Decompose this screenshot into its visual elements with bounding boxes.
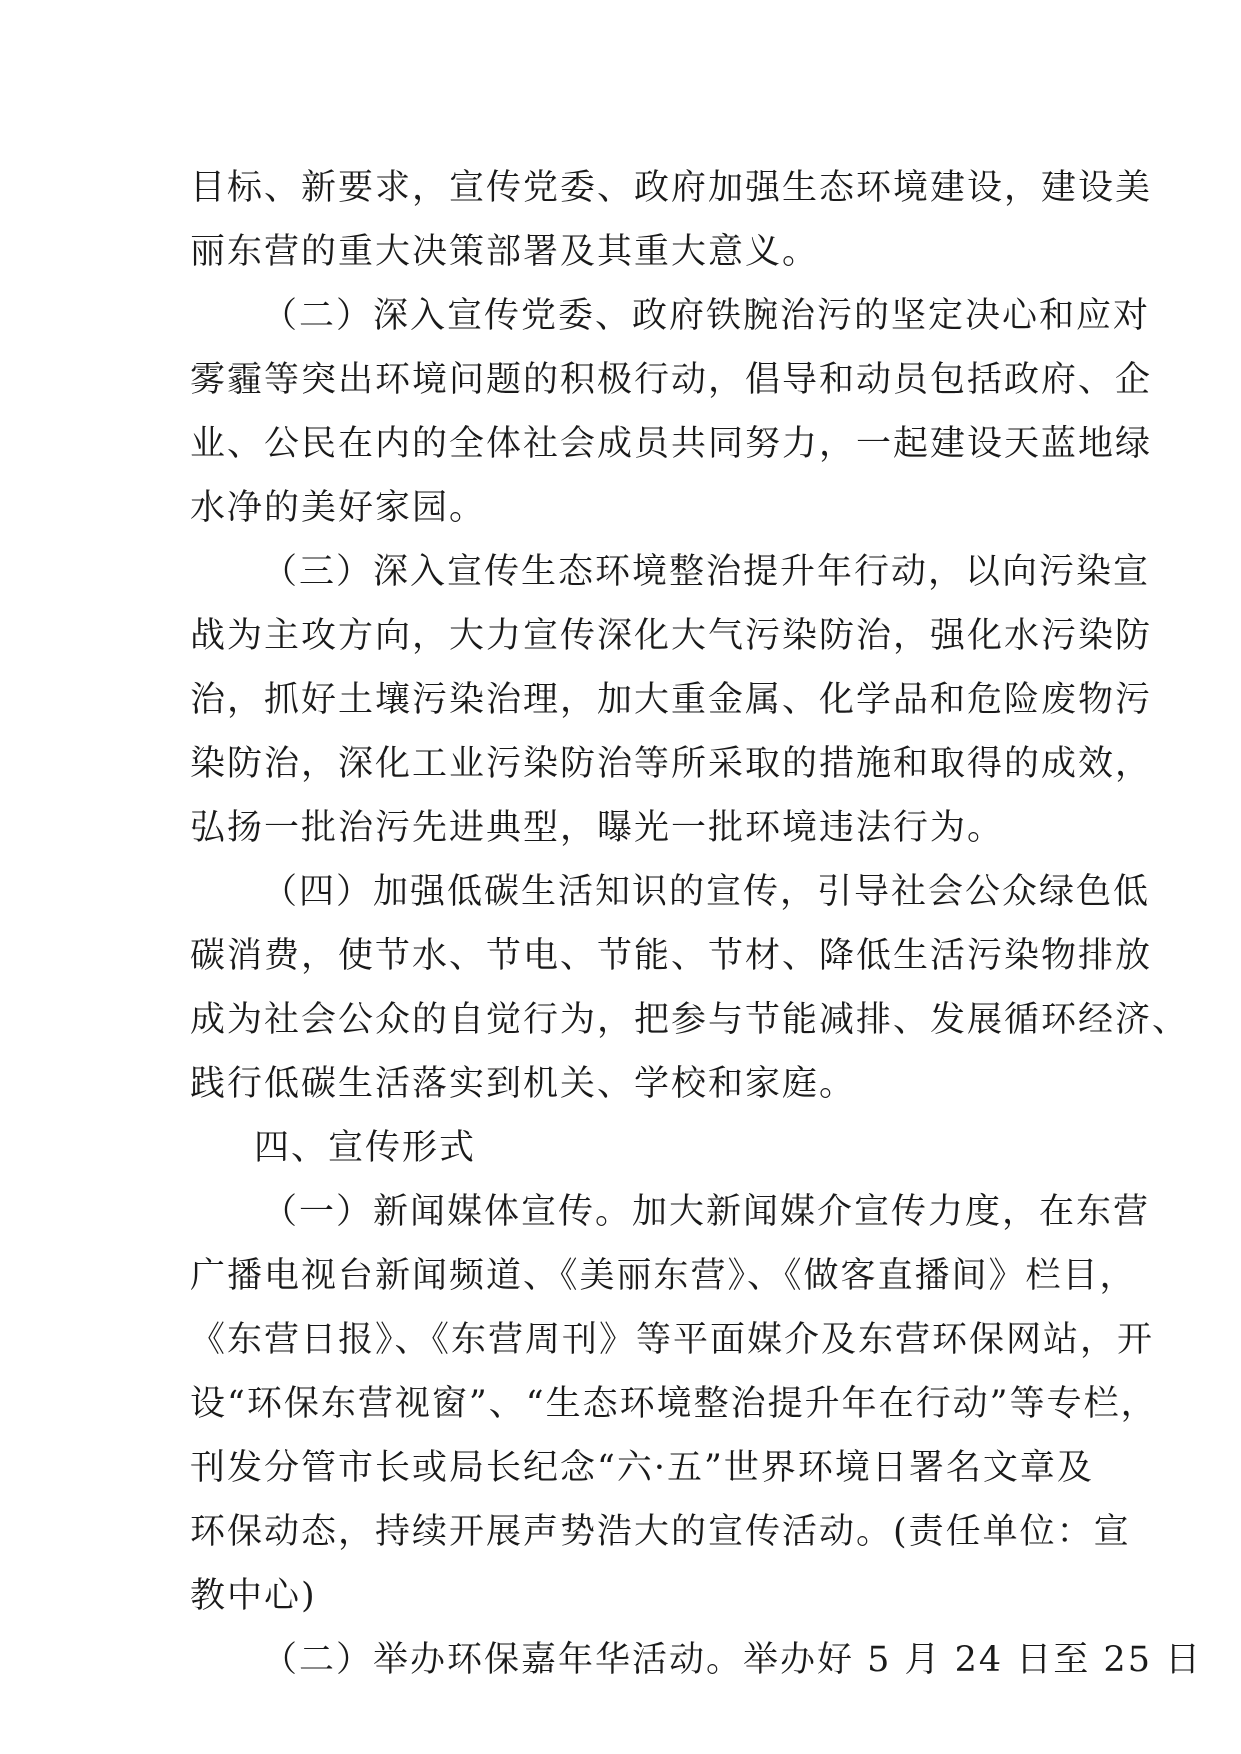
text-line-21: 刊发分管市长或局长纪念“六·五”世界环境日署名文章及 xyxy=(190,1448,1094,1488)
text-line-22: 环保动态，持续开展声势浩大的宣传活动。(责任单位：宣 xyxy=(190,1512,1131,1552)
text-line-12: （四）加强低碳生活知识的宣传，引导社会公众绿色低 xyxy=(262,872,1151,912)
document-body xyxy=(190,156,1203,1692)
text-line-23: 教中心) xyxy=(190,1576,317,1616)
text-line-4: 雾霾等突出环境问题的积极行动，倡导和动员包括政府、企 xyxy=(190,360,1153,400)
text-line-3: （二）深入宣传党委、政府铁腕治污的坚定决心和应对 xyxy=(262,296,1151,336)
text-line-14: 成为社会公众的自觉行为，把参与节能减排、发展循环经济、 xyxy=(190,1000,1190,1040)
section-heading: 四、宣传形式 xyxy=(254,1128,477,1168)
text-line-18: 广播电视台新闻频道、《美丽东营》、《做客直播间》栏目， xyxy=(190,1256,1137,1296)
text-line-7: （三）深入宣传生态环境整治提升年行动，以向污染宣 xyxy=(262,552,1151,592)
text-line-19: 《东营日报》、《东营周刊》等平面媒介及东营环保网站，开 xyxy=(190,1320,1155,1360)
text-line-9: 治，抓好土壤污染治理，加大重金属、化学品和危险废物污 xyxy=(190,680,1153,720)
text-line-5: 业、公民在内的全体社会成员共同努力，一起建设天蓝地绿 xyxy=(190,424,1153,464)
text-line-6: 水净的美好家园。 xyxy=(190,488,487,528)
text-line-2: 丽东营的重大决策部署及其重大意义。 xyxy=(190,232,820,272)
text-line-17: （一）新闻媒体宣传。加大新闻媒介宣传力度，在东营 xyxy=(262,1192,1151,1232)
text-line-20: 设“环保东营视窗”、“生态环境整治提升年在行动”等专栏， xyxy=(190,1384,1158,1424)
text-line-1: 目标、新要求，宣传党委、政府加强生态环境建设，建设美 xyxy=(190,168,1153,208)
text-line-10: 染防治，深化工业污染防治等所采取的措施和取得的成效， xyxy=(190,744,1153,784)
text-line-13: 碳消费，使节水、节电、节能、节材、降低生活污染物排放 xyxy=(190,936,1153,976)
text-line-15: 践行低碳生活落实到机关、学校和家庭。 xyxy=(190,1064,857,1104)
text-line-11: 弘扬一批治污先进典型，曝光一批环境违法行为。 xyxy=(190,808,1005,848)
text-line-24: （二）举办环保嘉年华活动。举办好 5 月 24 日至 25 日 xyxy=(262,1640,1203,1680)
text-line-8: 战为主攻方向，大力宣传深化大气污染防治，强化水污染防 xyxy=(190,616,1153,656)
